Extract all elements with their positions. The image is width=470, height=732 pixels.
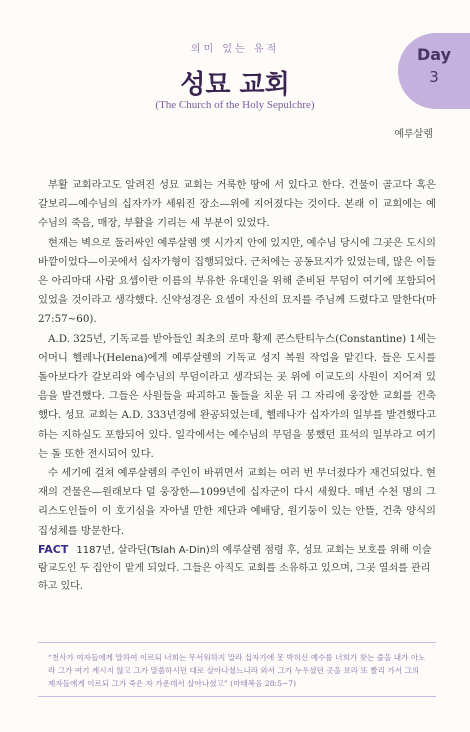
day-label: Day [416,45,451,64]
scripture-quote: “천사가 여자들에게 말하여 이르되 너희는 무서워하지 말라 십자가에 못 박히신 예수를 너희가 찾는 줄을 내가 아노라 그가 여기 계시지 않고 그가 말씀하시던 대로 살아나셨느니라 와서 그가 누우셨던 곳을 보라 또 빨리 가서 그의 제자들에게 이르되 그가 죽은 자 가운데서 살아나셨고” (마태복음 28:5~7) [48,653,426,688]
paragraph: 부활 교회라고도 알려진 성묘 교회는 거룩한 땅에 서 있다고 한다. 건물이 골고다 혹은 갈보리—예수님의 십자가가 세워진 장소—위에 지어졌다는 것이다. 본래 이 교회에는 예수님의 죽음, 매장, 부활을 기리는 세 부분이 있었다. [38,179,436,230]
divider [38,642,436,643]
divider [38,696,436,697]
paragraph: 현재는 벽으로 둘러싸인 예루살렘 옛 시가지 안에 있지만, 예수님 당시에 그곳은 도시의 바깥이었다—이곳에서 십자가형이 집행되었다. 근처에는 공동묘지가 있었는데, 많은 이들은 아리마대 사람 요셉이란 이름의 부유한 유대인을 위해 준비된 무덤이 여기에 포함되어 있었을 것이라고 생각했다. 신약성경은 요셉이 자신의 묘지를 주님께 드렸다고 말한다(마 27:57~60). [38,236,436,326]
fact-text: 1187년, 살라딘(Tslah A-Din)의 예루살렘 점령 후, 성묘 교회는 보호를 위해 이슬람교도인 두 집안이 맡게 되었다. 그들은 아직도 교회를 소유하고 있으며, 그곳 열쇠를 관리하고 있다. [38,545,432,592]
section-category: 의미 있는 유적 [190,44,280,55]
location-label: 예루살렘 [394,129,433,140]
page-title: 성묘 교회 [180,70,290,100]
paragraph: 수 세기에 걸쳐 예루살렘의 주인이 바뀌면서 교회는 여러 번 무너졌다가 재건되었다. 현재의 건물은—원래보다 덜 웅장한—1099년에 십자군이 다시 세웠다. 매년 수천 명의 그리스도인들이 이 호기심을 자아낼 만한 제단과 예배당, 원기둥이 있는 안뜰, 건축 양식의 집성체를 방문한다. [38,467,436,537]
page-subtitle: (The Church of the Holy Sepulchre) [155,99,315,111]
paragraph: A.D. 325년, 기독교를 받아들인 최초의 로마 황제 콘스탄티누스(Constantine) 1세는 어머니 헬레나(Helena)에게 예루살렘의 기독교 성지 복원 작업을 맡긴다. 들은 도시를 돌아보다가 갈보리와 예수님의 무덤이라고 생각되는 곳 위에 이교도의 사원이 지어져 있음을 발견했다. 그들은 사원들을 파괴하고 돌들을 치운 뒤 그 자리에 웅장한 교회를 건축했다. 성묘 교회는 A.D. 333년경에 완공되었는데, 헬레나가 십자가의 일부를 발견했다고 하는 지하실도 포함되어 있다. 일각에서는 예수님의 무덤을 봉했던 표석의 일부라고 여기는 돌 또한 전시되어 있다. [38,332,436,460]
day-number: 3 [429,68,439,86]
fact-label: FACT [38,543,69,556]
article-body [38,176,436,541]
fact-box [38,541,438,596]
